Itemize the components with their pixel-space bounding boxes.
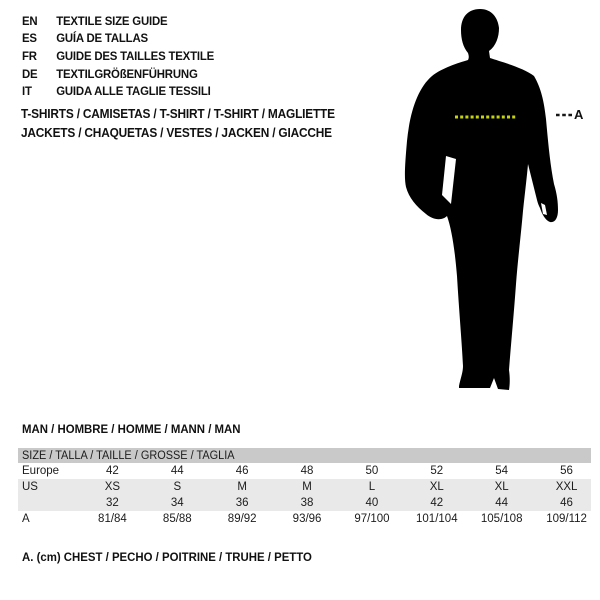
size-value: 42 [430, 497, 444, 509]
language-row-fr [22, 47, 214, 65]
size-value: 50 [365, 465, 379, 477]
product-line-tshirts: T-SHIRTS / CAMISETAS / T-SHIRT / T-SHIRT / MAGLIETTE [21, 107, 335, 121]
language-list [22, 12, 214, 100]
table-row-a-chest [18, 511, 599, 527]
size-value: XS [104, 481, 121, 493]
product-line-jackets: JACKETS / CHAQUETAS / VESTES / JACKEN / GIACCHE [21, 125, 332, 140]
size-value: 56 [560, 465, 573, 477]
man-figure [402, 6, 598, 396]
man-silhouette [405, 9, 558, 390]
man-silhouette-svg [402, 6, 598, 396]
language-row-es [22, 30, 214, 48]
table-row-uk [18, 495, 599, 511]
size-value: 105/108 [480, 513, 523, 525]
size-value: 44 [170, 465, 184, 477]
size-table-header [18, 448, 591, 463]
size-value: XL [429, 481, 444, 493]
measure-label-a: A [574, 107, 584, 122]
size-value: 109/112 [546, 513, 587, 525]
size-value: S [173, 481, 182, 493]
language-label: GUIDA ALLE TAGLIE TESSILI [56, 84, 211, 99]
language-code: ES [22, 31, 37, 46]
language-label: TEXTILGRÖßENFÜHRUNG [56, 66, 198, 81]
row-label: US [22, 481, 38, 493]
language-label: TEXTILE SIZE GUIDE [56, 13, 168, 28]
size-value: 44 [495, 497, 509, 509]
size-value: 97/100 [354, 513, 390, 525]
language-label: GUIDE DES TAILLES TEXTILE [56, 48, 215, 63]
size-table [18, 448, 599, 527]
size-value: 46 [560, 497, 573, 509]
size-value: 42 [106, 465, 119, 477]
language-row-en [22, 12, 214, 30]
size-value: 54 [495, 465, 509, 477]
size-value: M [237, 481, 247, 493]
language-code: FR [22, 48, 37, 63]
size-value: 101/104 [416, 513, 458, 525]
row-label: Europe [22, 465, 60, 477]
section-title-man: MAN / HOMBRE / HOMME / MANN / MAN [22, 422, 241, 436]
size-table-header-label: SIZE / TALLA / TAILLE / GRÖSSE / TAGLIA [22, 449, 235, 462]
language-row-de [22, 65, 214, 83]
size-value: M [302, 481, 312, 493]
row-label: A [22, 513, 30, 525]
size-value: L [368, 481, 376, 493]
language-code: EN [22, 13, 38, 28]
size-value: 81/84 [98, 513, 127, 525]
table-row-us [18, 479, 599, 495]
language-label: GUÍA DE TALLAS [56, 31, 148, 46]
footnote-chest-measure: A. (cm) CHEST / PECHO / POITRINE / TRUHE / PETTO [22, 550, 312, 564]
size-value: 52 [430, 465, 444, 477]
size-value: 38 [300, 497, 314, 509]
size-value: 40 [365, 497, 379, 509]
size-value: 48 [300, 465, 314, 477]
product-categories [21, 105, 335, 142]
table-row-europe [18, 463, 599, 479]
size-value: 36 [235, 497, 249, 509]
size-value: 85/88 [162, 513, 192, 525]
size-value: XL [494, 481, 509, 493]
size-value: 34 [170, 497, 184, 509]
language-row-it [22, 82, 214, 100]
size-value: 46 [235, 465, 249, 477]
size-value: XXL [555, 481, 578, 493]
language-code: IT [22, 84, 32, 99]
language-code: DE [22, 66, 38, 81]
size-value: 32 [106, 497, 119, 509]
size-value: 89/92 [227, 513, 257, 525]
size-value: 93/96 [292, 513, 322, 525]
